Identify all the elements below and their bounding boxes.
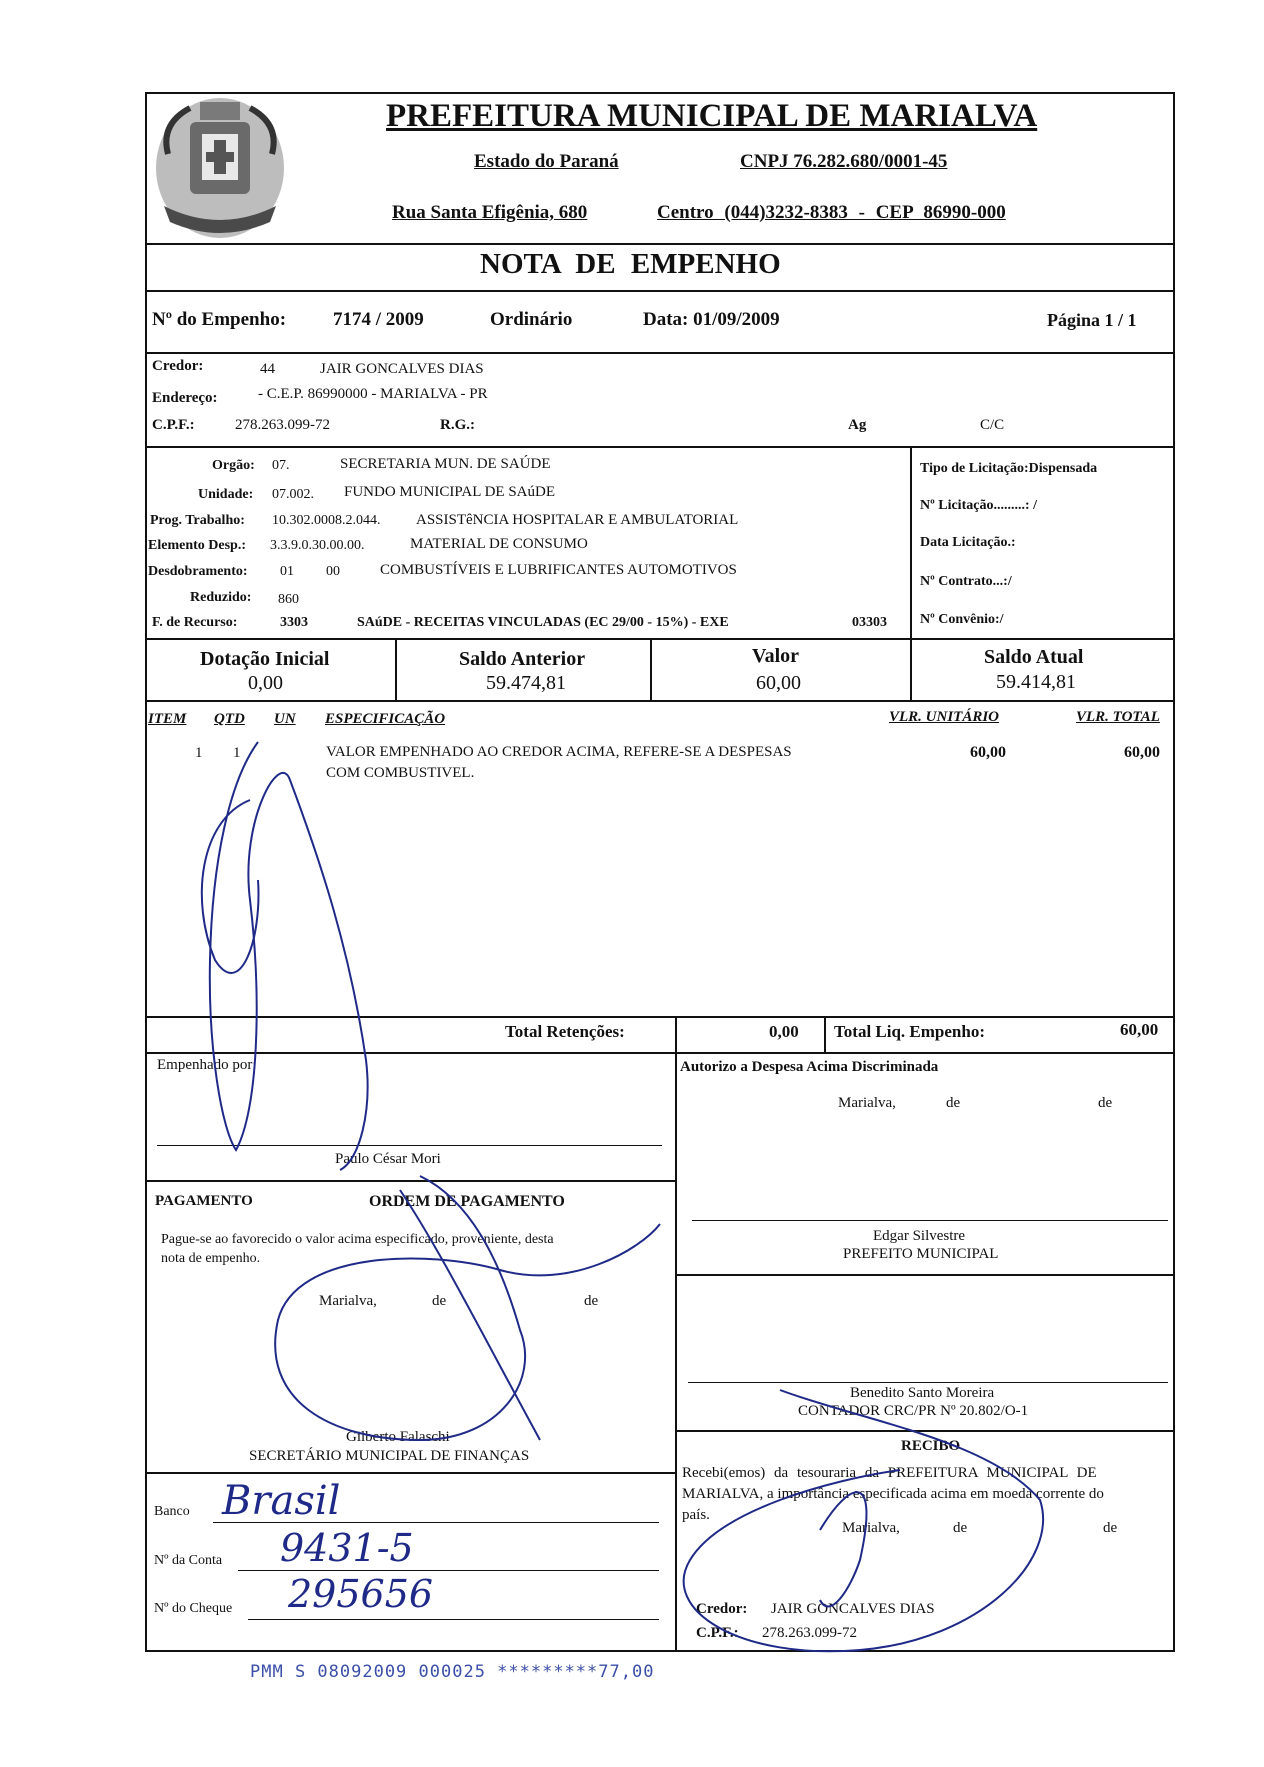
autorizo-de-1: de xyxy=(946,1095,961,1111)
recibo-text-1: Recebi(emos) da tesouraria da PREFEITURA MUNICIPAL DE xyxy=(682,1465,1097,1481)
cpf-value: 278.263.099-72 xyxy=(235,417,330,433)
endereco-value: - C.E.P. 86990000 - MARIALVA - PR xyxy=(258,386,488,402)
district-phone-cep: Centro (044)3232-8383 - CEP 86990-000 xyxy=(657,202,1006,223)
empenho-label: Nº do Empenho: xyxy=(152,309,287,330)
footer-stamp: PMM S 08092009 000025 *********77,00 xyxy=(250,1662,655,1682)
credor-code: 44 xyxy=(260,361,275,377)
orgao-name: SECRETARIA MUN. DE SAÚDE xyxy=(340,456,551,472)
empenho-number: 7174 / 2009 xyxy=(333,309,424,330)
credor-name: JAIR GONCALVES DIAS xyxy=(320,361,484,377)
saldo-anterior-label: Saldo Anterior xyxy=(459,648,586,670)
liq-empenho-value: 60,00 xyxy=(1120,1020,1159,1039)
conta-label: Nº da Conta xyxy=(154,1553,223,1568)
recibo-cpf-value: 278.263.099-72 xyxy=(762,1625,857,1641)
endereco-label: Endereço: xyxy=(152,390,218,406)
pagamento-text-2: nota de empenho. xyxy=(161,1251,261,1266)
ordem-pagamento-title: ORDEM DE PAGAMENTO xyxy=(369,1193,565,1210)
rg-label: R.G.: xyxy=(440,417,475,433)
conta-handwritten: 9431-5 xyxy=(280,1526,414,1570)
saldo-atual-label: Saldo Atual xyxy=(984,646,1084,668)
desdobramento-name: COMBUSTÍVEIS E LUBRIFICANTES AUTOMOTIVOS xyxy=(380,562,737,578)
elemento-name: MATERIAL DE CONSUMO xyxy=(410,536,588,552)
contrato-numero: Nº Contrato...:/ xyxy=(920,574,1012,589)
recibo-text-3: país. xyxy=(682,1507,710,1523)
licitacao-data: Data Licitação.: xyxy=(920,535,1016,550)
col-un: UN xyxy=(274,711,296,727)
row-spec-line-1: VALOR EMPENHADO AO CREDOR ACIMA, REFERE-SE A DESPESAS xyxy=(326,744,792,760)
col-qtd: QTD xyxy=(214,711,245,727)
recurso-code-2: 03303 xyxy=(852,615,887,630)
contador-name: Benedito Santo Moreira xyxy=(850,1385,995,1401)
desdobramento-code-2: 00 xyxy=(326,564,340,579)
recibo-title: RECIBO xyxy=(901,1438,961,1454)
row-qtd: 1 xyxy=(233,745,241,761)
desdobramento-code-1: 01 xyxy=(280,564,294,579)
dotacao-value: 0,00 xyxy=(248,672,283,694)
col-vlr-unitario: VLR. UNITÁRIO xyxy=(889,709,1000,725)
pagamento-label: PAGAMENTO xyxy=(155,1193,253,1209)
saldo-anterior-value: 59.474,81 xyxy=(486,672,566,694)
licitacao-tipo: Tipo de Licitação:Dispensada xyxy=(920,461,1098,476)
state-name: Estado do Paraná xyxy=(474,151,619,172)
retencoes-value: 0,00 xyxy=(769,1022,799,1041)
recibo-credor-value: JAIR GONCALVES DIAS xyxy=(771,1601,935,1617)
col-item: ITEM xyxy=(148,711,187,727)
prefeito-name: Edgar Silvestre xyxy=(873,1228,966,1244)
autorizo-title: Autorizo a Despesa Acima Discriminada xyxy=(680,1059,939,1075)
reduzido-label: Reduzido: xyxy=(190,590,252,605)
cnpj: CNPJ 76.282.680/0001-45 xyxy=(740,151,948,172)
recibo-place: Marialva, xyxy=(842,1520,900,1536)
cheque-label: Nº do Cheque xyxy=(154,1601,233,1616)
recibo-credor-label: Credor: xyxy=(696,1601,748,1617)
pagamento-place: Marialva, xyxy=(319,1293,377,1309)
reduzido-value: 860 xyxy=(278,592,299,607)
recibo-de-2: de xyxy=(1103,1520,1118,1536)
prog-code: 10.302.0008.2.044. xyxy=(272,513,381,528)
dotacao-label: Dotação Inicial xyxy=(200,648,330,670)
pagamento-de-1: de xyxy=(432,1293,447,1309)
recibo-de-1: de xyxy=(953,1520,968,1536)
convenio-numero: Nº Convênio:/ xyxy=(920,612,1004,627)
unidade-name: FUNDO MUNICIPAL DE SAúDE xyxy=(344,484,555,500)
desdobramento-label: Desdobramento: xyxy=(148,564,248,579)
elemento-code: 3.3.9.0.30.00.00. xyxy=(270,538,365,553)
empenhado-label: Empenhado por: xyxy=(157,1057,257,1073)
ag-label: Ag xyxy=(848,417,867,433)
banco-label: Banco xyxy=(154,1504,190,1519)
row-unit-value: 60,00 xyxy=(970,744,1006,761)
recurso-name: SAúDE - RECEITAS VINCULADAS (EC 29/00 - 15%) - EXE xyxy=(357,615,729,630)
col-especificacao: ESPECIFICAÇÃO xyxy=(325,711,446,727)
cpf-label: C.P.F.: xyxy=(152,417,195,433)
licitacao-numero: Nº Licitação.........: / xyxy=(920,498,1037,513)
row-spec-line-2: COM COMBUSTIVEL. xyxy=(326,765,475,781)
banco-handwritten: Brasil xyxy=(222,1478,341,1524)
credor-label: Credor: xyxy=(152,358,204,374)
liq-empenho-label: Total Liq. Empenho: xyxy=(834,1022,985,1041)
row-total-value: 60,00 xyxy=(1124,744,1160,761)
document-title: NOTA DE EMPENHO xyxy=(480,248,781,280)
row-item: 1 xyxy=(195,745,203,761)
empenhado-signer: Paulo César Mori xyxy=(335,1151,441,1167)
coat-of-arms-logo xyxy=(150,94,290,242)
valor-label: Valor xyxy=(752,645,800,667)
cc-label: C/C xyxy=(980,417,1005,433)
autorizo-de-2: de xyxy=(1098,1095,1113,1111)
valor-value: 60,00 xyxy=(756,672,801,694)
orgao-code: 07. xyxy=(272,458,290,473)
elemento-label: Elemento Desp.: xyxy=(148,538,246,553)
recurso-label: F. de Recurso: xyxy=(152,615,238,630)
prefeito-role: PREFEITO MUNICIPAL xyxy=(843,1246,999,1262)
orgao-label: Orgão: xyxy=(212,458,255,473)
pagamento-text-1: Pague-se ao favorecido o valor acima especificado, proveniente, desta xyxy=(161,1232,554,1247)
unidade-label: Unidade: xyxy=(198,487,254,502)
recurso-code: 3303 xyxy=(280,615,308,630)
saldo-atual-value: 59.414,81 xyxy=(996,671,1076,693)
cheque-handwritten: 295656 xyxy=(288,1572,434,1616)
prog-label: Prog. Trabalho: xyxy=(150,513,245,528)
municipality-title: PREFEITURA MUNICIPAL DE MARIALVA xyxy=(386,98,1038,134)
street-address: Rua Santa Efigênia, 680 xyxy=(392,202,588,223)
pagamento-de-2: de xyxy=(584,1293,599,1309)
empenho-date: Data: 01/09/2009 xyxy=(643,309,780,330)
unidade-code: 07.002. xyxy=(272,487,314,502)
recibo-text-2: MARIALVA, a importância especificada acima em moeda corrente do xyxy=(682,1486,1104,1502)
retencoes-label: Total Retenções: xyxy=(505,1022,625,1041)
pagamento-signer: Gilberto Falaschi xyxy=(346,1429,450,1445)
contador-role: CONTADOR CRC/PR Nº 20.802/O-1 xyxy=(798,1403,1029,1419)
pagamento-role: SECRETÁRIO MUNICIPAL DE FINANÇAS xyxy=(249,1448,530,1464)
col-vlr-total: VLR. TOTAL xyxy=(1076,709,1160,725)
page-number: Página 1 / 1 xyxy=(1047,310,1137,330)
prog-name: ASSISTêNCIA HOSPITALAR E AMBULATORIAL xyxy=(416,512,739,528)
empenho-type: Ordinário xyxy=(490,309,573,330)
autorizo-place: Marialva, xyxy=(838,1095,896,1111)
recibo-cpf-label: C.P.F.: xyxy=(696,1625,739,1641)
